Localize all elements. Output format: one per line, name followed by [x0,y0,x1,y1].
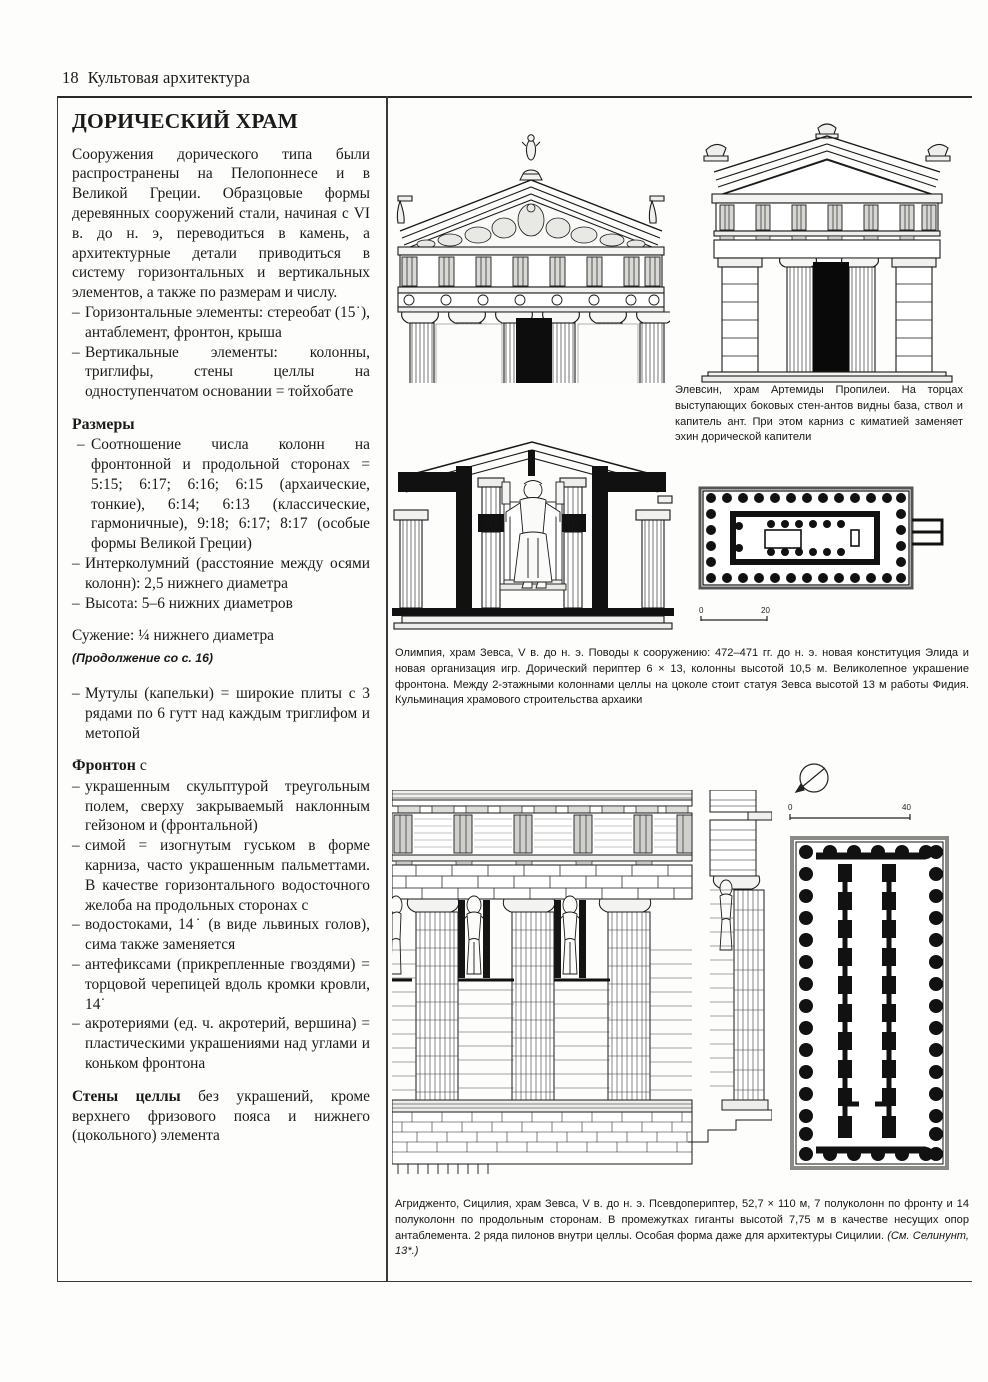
figure-eleusis-facade [692,114,962,384]
caption-agrigento-main: Агридженто, Сицилия, храм Зевса, V в. до н. э. Псевдопериптер, 52,7 × 110 м, 7 полуколонн по фронту и 14 полуколонн по продольным сторонам. В промежутках гиганты высотой 7,75 м в качестве несущих опор антаблемента. 2 ряда пилонов внутри целлы. Особая форма даже для архитектуры Сицилии. [395,1198,969,1242]
cella-paragraph [72,1087,370,1146]
list-item: – Интерколумний (расстояние между осями колонн): 2,5 нижнего диаметра [72,554,370,594]
list-item: – водостоками, 14˙ (в виде львиных голов), сима также заменяется [72,915,370,955]
mutules-bullet-list [72,684,370,743]
pediment-bullet-list [72,777,370,1074]
pediment-heading-rest: с [135,757,147,775]
running-head [62,68,250,88]
cella-text: без украшений, кроме верхнего фризового пояса и нижнего (цокольного) элемента [72,1087,370,1145]
list-item: – Вертикальные элементы: колонны, триглифы, стены целлы на одноступенчатом основании = тойхобате [72,343,370,402]
caption-agrigento-reference: (См. Селинунт, 13*.) [395,1229,970,1258]
scale-label-start: 0 [699,606,704,615]
list-item: – антефиксами (прикрепленные гвоздями) = торцовой черепицей вдоль кромки кровли, 14˙ [72,955,370,1014]
pediment-heading [72,756,370,776]
intro-paragraph: Сооружения дорического типа были распространены на Пелопоннесе и в Великой Греции. Образцовые формы деревянных сооружений стали, начиная с VI в. до н. э, переводиться в камень, а архитектурные детали приводиться в систему горизонтальных и вертикальных элементов, а также по размерам и числу. [72,145,370,302]
list-item: – Соотношение числа колонн на фронтонной и продольной сторонах = 5:15; 6:17; 6:16; 6:15 (архаические, тонкие), 6:14; 6:13 (классические, гармоничные), 9:18; 6:17; 8:17 (особые формы Великой Греции) [72,435,370,554]
figure-olympia-facade [392,128,670,383]
compass-icon [796,764,828,792]
list-item: – акротериями (ед. ч. акротерий, вершина) = пластическими украшениями над углами и коньком фронтона [72,1014,370,1073]
page-number: 18 [62,68,79,87]
list-item: – украшенным скульптурой треугольным полем, сверху закрываемый наклонным гейзоном и (фронтальной) [72,777,370,836]
eleusis-facade-drawing [692,114,962,384]
continuation-note: (Продолжение со с. 16) [72,651,214,666]
olympia-plan-drawing [695,482,965,632]
caption-olympia: Олимпия, храм Зевса, V в. до н. э. Поводы к сооружению: 472–471 гг. до н. э. новая конституция Элида и новая организация игр. Дорический периптер 6 × 13, колонны высотой 10,5 м. Великолепное украшение фронтона. Между 2-этажными колоннами целлы на цоколе стоит статуя Зевса высотой 13 м работы Фидия. Кульминация храмового строительства архаики [395,647,969,707]
column-divider-rule [386,96,388,1282]
dimensions-heading: Размеры [72,416,135,433]
figure-agrigento-elevation [392,790,772,1185]
running-head-section: Культовая архитектура [87,68,250,87]
figure-olympia-plan [695,482,965,632]
intro-bullet-list [72,303,370,402]
agrigento-plan-drawing [782,760,972,1180]
list-item: – Мутулы (капельки) = широкие плиты с 3 рядами по 6 гутт над каждым триглифом и метопой [72,684,370,743]
right-figure-column [392,100,972,1282]
left-text-column [57,96,386,1282]
page-title: ДОРИЧЕСКИЙ ХРАМ [72,109,299,133]
caption-agrigento [395,1197,969,1260]
scale-label-end: 40 [902,803,911,812]
dimensions-bullet-list [72,435,370,613]
list-item: – Горизонтальные элементы: стереобат (15˙), антаблемент, фронтон, крыша [72,303,370,343]
olympia-section-drawing [392,440,674,635]
caption-eleusis: Элевсин, храм Артемиды Пропилеи. На торцах выступающих боковых стен-антов видны база, ствол и капитель ант. При этом карниз с киматией заменяет эхин дорической капители [675,384,963,444]
figure-agrigento-plan [782,760,972,1180]
scale-bar-olympia [699,606,770,621]
scale-label-start: 0 [788,803,793,812]
agrigento-elevation-drawing [392,790,772,1185]
list-item: – симой = изогнутым гуськом в форме карниза, часто украшенным пальметтами. В качестве горизонтального водосточного желоба на продольных сторонах с [72,836,370,915]
cella-lead-in: Стены целлы [72,1087,181,1105]
pediment-heading-bold: Фронтон [72,757,136,775]
olympia-facade-drawing [392,128,670,383]
figure-olympia-section [392,440,674,635]
scale-bar-agrigento [788,803,911,820]
list-item: – Высота: 5–6 нижних диаметров [72,594,370,614]
taper-line: Сужение: ¼ нижнего диаметра [72,627,275,645]
scale-label-end: 20 [761,606,770,615]
